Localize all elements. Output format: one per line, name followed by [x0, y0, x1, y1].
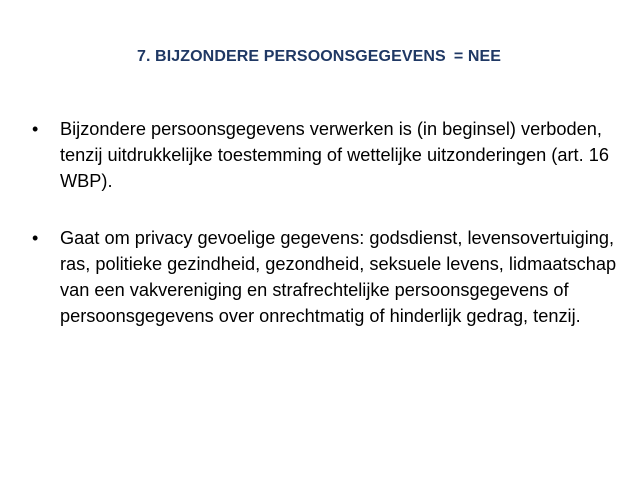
slide-title	[0, 48, 638, 66]
bullet-point-icon: •	[32, 228, 39, 248]
bullet-text-2: Gaat om privacy gevoelige gegevens: godsdienst, levensovertuiging, ras, politieke gezindheid, gezondheid, seksuele levens, lidmaatschap van een vakvereniging en strafrechtelijke persoonsgegevens of persoonsgegevens over onrechtmatig of hinderlijk gedrag, tenzij.	[60, 228, 617, 326]
slide-title-suffix: = NEE	[453, 48, 502, 65]
bullet-list	[32, 116, 622, 329]
bullet-item-2	[32, 225, 622, 329]
slide-title-text: 7. BIJZONDERE PERSOONSGEGEVENS	[136, 48, 446, 65]
bullet-text-1: Bijzondere persoonsgegevens verwerken is (in beginsel) verboden, tenzij uitdrukkelijke toestemming of wettelijke uitzonderingen (art. 16 WBP).	[60, 119, 609, 191]
bullet-item-1	[32, 116, 622, 194]
bullet-point-icon: •	[32, 119, 39, 139]
